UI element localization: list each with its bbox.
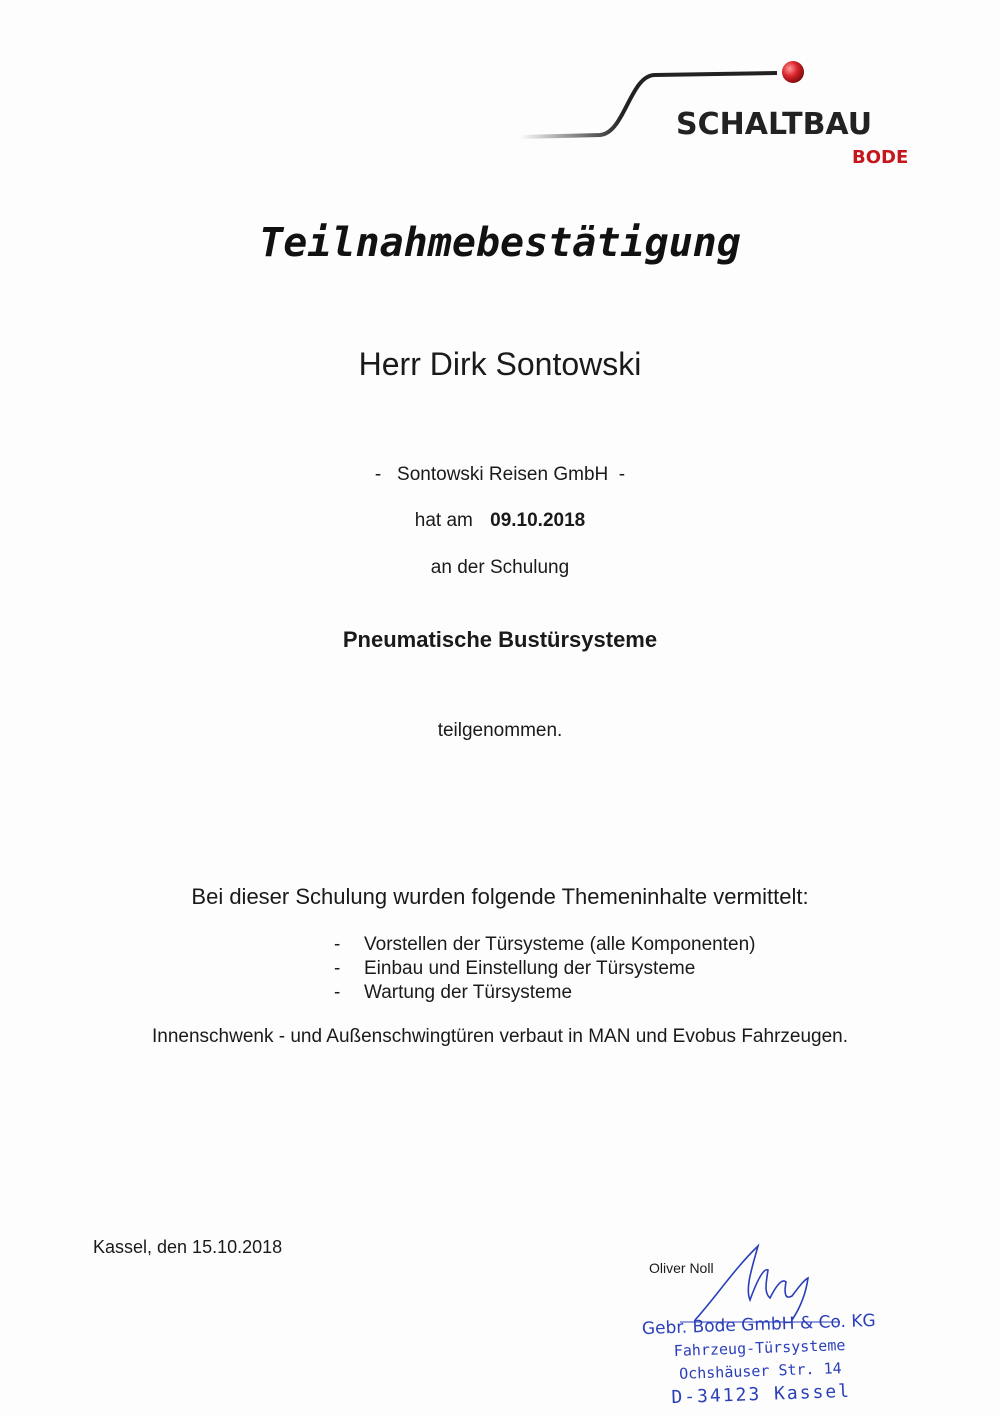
training-date-line [0, 510, 1000, 532]
stamp-line: Gebr. Bode GmbH & Co. KG [641, 1310, 876, 1340]
topics-heading: Bei dieser Schulung wurden folgende Themeninhalte vermittelt: [191, 884, 809, 909]
participated-text: teilgenommen. [437, 720, 563, 741]
list-item [334, 981, 755, 1005]
stamp-line: Fahrzeug-Türsysteme [673, 1336, 846, 1360]
date-prefix: hat am [414, 510, 473, 531]
document-title: Teilnahmebestätigung [259, 220, 741, 266]
place-and-date: Kassel, den 15.10.2018 [93, 1237, 283, 1257]
stamp-line: Ochshäuser Str. 14 [678, 1359, 842, 1383]
logo-subname: BODE [852, 147, 909, 168]
topics-list [334, 933, 755, 1005]
recipient-name: Herr Dirk Sontowski [358, 346, 642, 382]
stamp-line: D-34123 Kassel [671, 1380, 852, 1409]
training-date: 09.10.2018 [490, 510, 586, 531]
list-item [334, 957, 755, 981]
logo-name: SCHALTBAU [676, 107, 873, 142]
company-name: - Sontowski Reisen GmbH - [374, 464, 626, 485]
topic-text: Wartung der Türsysteme [364, 982, 573, 1003]
course-title: Pneumatische Bustürsysteme [342, 627, 658, 652]
vehicles-line: Innenschwenk - und Außenschwingtüren verbaut in MAN und Evobus Fahrzeugen. [151, 1026, 849, 1047]
signer-name: Oliver Noll [649, 1260, 714, 1276]
list-dash: - [334, 982, 341, 1003]
topic-text: Einbau und Einstellung der Türsysteme [364, 958, 696, 979]
list-item [334, 933, 755, 957]
list-dash: - [334, 958, 341, 979]
topic-text: Vorstellen der Türsysteme (alle Komponenten) [364, 934, 756, 955]
company-stamp [638, 1310, 881, 1410]
schulung-line: an der Schulung [430, 557, 570, 578]
list-dash: - [334, 934, 341, 955]
